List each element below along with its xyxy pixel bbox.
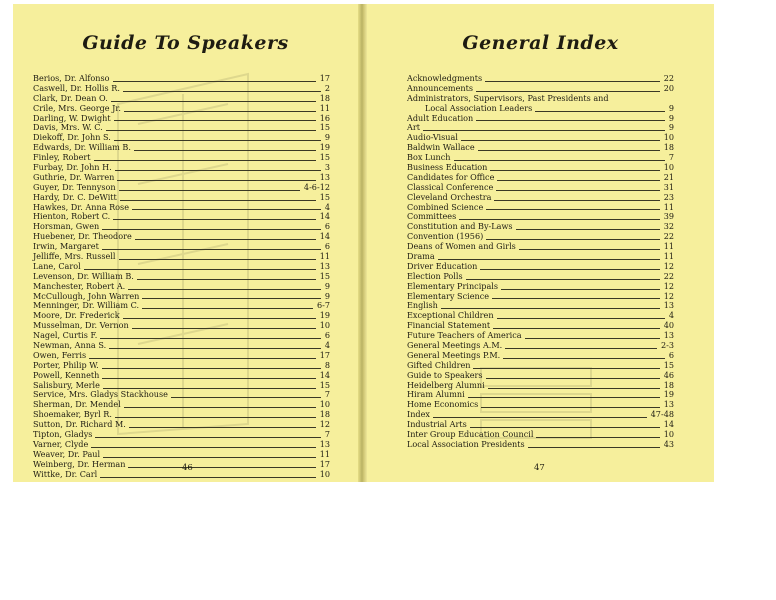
dot-leader	[470, 427, 660, 428]
dot-leader	[486, 209, 659, 210]
entry-page-number: 13	[663, 399, 674, 410]
entry-label: Local Association Leaders	[425, 102, 533, 113]
entry-label: Local Association Presidents	[407, 438, 525, 449]
page-number: 47	[534, 463, 545, 473]
entry-page-number: 14	[319, 231, 330, 242]
entry-page-number: 7	[668, 152, 674, 163]
entry-page-number: 14	[663, 419, 674, 430]
dot-leader	[525, 338, 660, 339]
dot-leader	[106, 130, 316, 131]
dot-leader	[473, 368, 659, 369]
entry-label: Exceptional Children	[407, 310, 494, 321]
entry-page-number: 15	[319, 270, 330, 281]
entry-page-number: 15	[319, 379, 330, 390]
entry-label: Sutton, Dr. Richard M.	[33, 419, 126, 430]
dot-leader	[124, 111, 316, 112]
entry-label: Guide to Speakers	[407, 369, 483, 380]
dot-leader	[135, 239, 316, 240]
entry-page-number: 22	[663, 231, 674, 242]
page-title: Guide To Speakers	[82, 32, 289, 54]
dot-leader	[441, 308, 660, 309]
dot-leader	[137, 279, 316, 280]
index-entry	[407, 440, 674, 450]
dot-leader	[519, 249, 660, 250]
dot-leader	[516, 229, 660, 230]
entry-page-number: 13	[319, 171, 330, 182]
dot-leader	[102, 368, 321, 369]
entry-page-number: 18	[663, 379, 674, 390]
index-entry	[407, 114, 674, 124]
entry-label: Wittke, Dr. Carl	[33, 468, 98, 479]
entry-page-number: 7	[324, 389, 330, 400]
entry-page-number: 11	[319, 102, 330, 113]
entry-label: Berios, Dr. Alfonso	[33, 72, 110, 83]
entry-page-number: 12	[319, 419, 330, 430]
entry-page-number: 14	[319, 369, 330, 380]
entry-label: Drama	[407, 251, 435, 262]
entry-page-number: 2	[324, 82, 330, 93]
entry-label: Deans of Women and Girls	[407, 241, 516, 252]
dot-leader	[102, 229, 321, 230]
entry-page-number: 15	[319, 122, 330, 133]
dot-leader	[480, 269, 659, 270]
entry-page-number: 11	[319, 251, 330, 262]
dot-leader	[109, 348, 321, 349]
entry-label: Huebener, Dr. Theodore	[33, 231, 132, 242]
entry-page-number: 9	[668, 112, 674, 123]
dot-leader	[124, 407, 316, 408]
entry-label: Cleveland Orchestra	[407, 191, 492, 202]
entry-page-number: 4-6-12	[303, 181, 330, 192]
entry-page-number: 10	[319, 468, 330, 479]
entry-page-number: 11	[663, 241, 674, 252]
dot-leader	[113, 219, 315, 220]
dot-leader	[485, 81, 660, 82]
entry-label: Caswell, Dr. Hollis R.	[33, 82, 120, 93]
entry-label: Guthrie, Dr. Warren	[33, 171, 115, 182]
entry-page-number: 14	[319, 211, 330, 222]
dot-leader	[128, 289, 321, 290]
entry-page-number: 6	[324, 221, 330, 232]
entry-label: Clark, Dr. Dean O.	[33, 92, 108, 103]
entry-label: Hienton, Robert C.	[33, 211, 111, 222]
dot-leader	[476, 120, 665, 121]
speaker-list	[33, 74, 330, 480]
dot-leader	[468, 397, 660, 398]
entry-page-number: 3	[324, 162, 330, 172]
entry-page-number: 46	[663, 369, 674, 380]
entry-page-number: 39	[663, 211, 674, 222]
book-spine	[358, 4, 367, 482]
entry-label: Darling, W. Dwight	[33, 112, 111, 123]
entry-page-number: 12	[663, 280, 674, 291]
dot-leader	[528, 447, 660, 448]
dot-leader	[129, 427, 316, 428]
entry-label: Elementary Principals	[407, 280, 499, 291]
entry-label: Business Education	[407, 162, 488, 172]
entry-page-number: 15	[319, 191, 330, 202]
entry-page-number: 10	[319, 399, 330, 410]
dot-leader	[171, 397, 321, 398]
entry-label: Guyer, Dr. Tennyson	[33, 181, 116, 192]
dot-leader	[535, 111, 665, 112]
dot-leader	[478, 150, 660, 151]
entry-page-number: 6	[324, 241, 330, 252]
entry-page-number: 13	[319, 438, 330, 449]
dot-leader	[84, 269, 316, 270]
dot-leader	[423, 130, 665, 131]
dot-leader	[476, 91, 660, 92]
entry-label: Weaver, Dr. Paul	[33, 448, 101, 459]
entry-label: Weinberg, Dr. Herman	[33, 458, 126, 469]
entry-label: Baldwin Wallace	[407, 142, 475, 153]
entry-label: Inter Group Education Council	[407, 429, 534, 440]
page-title: General Index	[462, 32, 619, 54]
entry-label: Announcements	[407, 82, 473, 93]
entry-label: Tipton, Gladys	[33, 429, 93, 440]
entry-label: Diekoff, Dr. John S.	[33, 132, 111, 143]
dot-leader	[493, 328, 660, 329]
entry-page-number: 40	[663, 320, 674, 331]
entry-label: Owen, Ferris	[33, 349, 87, 360]
entry-page-number: 9	[324, 280, 330, 291]
entry-page-number: 13	[319, 260, 330, 271]
entry-page-number: 18	[319, 409, 330, 420]
dot-leader	[132, 328, 316, 329]
entry-page-number: 9	[668, 102, 674, 113]
dot-leader	[100, 338, 320, 339]
dot-leader	[438, 259, 660, 260]
entry-label: Home Economics	[407, 399, 479, 410]
dot-leader	[128, 467, 315, 468]
entry-label: Powell, Kenneth	[33, 369, 100, 380]
dot-leader	[494, 200, 659, 201]
entry-page-number: 15	[663, 359, 674, 370]
entry-label: Edwards, Dr. William B.	[33, 142, 131, 153]
entry-label: Hawkes, Dr. Anna Rose	[33, 201, 129, 212]
entry-label: Sherman, Dr. Mendel	[33, 399, 121, 410]
entry-page-number: 4	[324, 340, 330, 351]
index-entry	[407, 292, 674, 302]
entry-page-number: 19	[319, 142, 330, 153]
entry-label: Index	[407, 409, 430, 420]
dot-leader	[115, 170, 321, 171]
entry-label: Election Polls	[407, 270, 463, 281]
dot-leader	[119, 190, 300, 191]
dot-leader	[466, 279, 660, 280]
entry-page-number: 9	[668, 122, 674, 133]
entry-page-number: 12	[663, 260, 674, 271]
dot-leader	[501, 289, 660, 290]
entry-label: Moore, Dr. Frederick	[33, 310, 120, 321]
entry-label: Irwin, Margaret	[33, 241, 99, 252]
entry-label: Shoemaker, Byrl R.	[33, 409, 112, 420]
entry-label: Levenson, Dr. William B.	[33, 270, 134, 281]
entry-page-number: 17	[319, 458, 330, 469]
dot-leader	[102, 249, 321, 250]
entry-page-number: 15	[319, 152, 330, 163]
entry-label: McCullough, John Warren	[33, 290, 140, 301]
entry-label: Manchester, Robert A.	[33, 280, 126, 291]
entry-label: Finley, Robert	[33, 152, 91, 163]
entry-page-number: 11	[663, 201, 674, 212]
page-number: 46	[182, 463, 193, 473]
entry-page-number: 22	[663, 72, 674, 83]
entry-label: Hardy, Dr. C. DeWitt	[33, 191, 117, 202]
dot-leader	[119, 259, 316, 260]
index-entry	[407, 242, 674, 252]
entry-label: Art	[407, 122, 420, 133]
dot-leader	[94, 160, 316, 161]
dot-leader	[433, 417, 647, 418]
entry-label: Convention (1956)	[407, 231, 484, 242]
dot-leader	[123, 91, 321, 92]
entry-label: Musselman, Dr. Vernon	[33, 320, 129, 331]
entry-label: Administrators, Supervisors, Past Presidents and	[407, 92, 609, 103]
entry-label: Newman, Anna S.	[33, 340, 107, 351]
dot-leader	[459, 219, 659, 220]
dot-leader	[486, 239, 659, 240]
dot-leader	[120, 200, 316, 201]
entry-label: Furbay, Dr. John H.	[33, 162, 112, 172]
dot-leader	[134, 150, 316, 151]
dot-leader	[113, 81, 316, 82]
entry-page-number: 4	[668, 310, 674, 321]
dot-leader	[142, 308, 313, 309]
entry-page-number: 9	[324, 132, 330, 143]
entry-page-number: 19	[319, 310, 330, 321]
entry-page-number: 23	[663, 191, 674, 202]
dot-leader	[111, 101, 316, 102]
dot-leader	[91, 447, 315, 448]
entry-page-number: 7	[324, 429, 330, 440]
entry-label: Adult Education	[407, 112, 474, 123]
entry-label: Jelliffe, Mrs. Russell	[33, 251, 116, 262]
entry-page-number: 22	[663, 270, 674, 281]
dot-leader	[103, 388, 316, 389]
entry-page-number: 17	[319, 72, 330, 83]
entry-label: Porter, Philip W.	[33, 359, 99, 370]
dot-leader	[497, 180, 659, 181]
entry-label: Classical Conference	[407, 181, 494, 192]
dot-leader	[142, 298, 321, 299]
entry-label: General Meetings P.M.	[407, 349, 501, 360]
entry-label: Audio-Visual	[407, 132, 458, 143]
entry-page-number: 10	[663, 429, 674, 440]
entry-label: Financial Statement	[407, 320, 491, 331]
entry-label: Hiram Alumni	[407, 389, 465, 400]
dot-leader	[89, 358, 316, 359]
entry-page-number: 47-48	[650, 409, 674, 420]
entry-label: Nagel, Curtis F.	[33, 330, 98, 341]
dot-leader	[461, 140, 660, 141]
dot-leader	[100, 477, 315, 478]
dot-leader	[114, 140, 321, 141]
dot-leader	[117, 180, 315, 181]
entry-page-number: 12	[663, 290, 674, 301]
entry-label: Committees	[407, 211, 457, 222]
entry-page-number: 43	[663, 438, 674, 449]
dot-leader	[497, 318, 665, 319]
entry-page-number: 16	[319, 112, 330, 123]
entry-page-number: 4	[324, 201, 330, 212]
dot-leader	[95, 437, 320, 438]
entry-page-number: 18	[319, 92, 330, 103]
dot-leader	[103, 457, 316, 458]
entry-label: Service, Mrs. Gladys Stackhouse	[33, 389, 168, 400]
entry-page-number: 11	[663, 251, 674, 262]
dot-leader	[490, 170, 659, 171]
dot-leader	[486, 378, 660, 379]
left-page	[13, 4, 358, 482]
entry-page-number: 9	[324, 290, 330, 301]
entry-label: Box Lunch	[407, 152, 451, 163]
entry-label: Horsman, Gwen	[33, 221, 100, 232]
index-list	[407, 74, 674, 450]
entry-label: Constitution and By-Laws	[407, 221, 513, 232]
entry-page-number: 32	[663, 221, 674, 232]
entry-label: Lane, Carol	[33, 260, 81, 271]
entry-label: General Meetings A.M.	[407, 340, 503, 351]
entry-label: Heidelberg Alumni	[407, 379, 485, 390]
entry-page-number: 13	[663, 330, 674, 341]
entry-page-number: 11	[319, 448, 330, 459]
entry-page-number: 18	[663, 142, 674, 153]
dot-leader	[454, 160, 665, 161]
dot-leader	[481, 407, 659, 408]
entry-label: Menninger, Dr. William C.	[33, 300, 140, 311]
entry-page-number: 2-3	[660, 340, 674, 351]
entry-label: Elementary Science	[407, 290, 490, 301]
entry-label: Driver Education	[407, 260, 478, 271]
entry-label: Gifted Children	[407, 359, 471, 370]
entry-page-number: 19	[663, 389, 674, 400]
entry-page-number: 31	[663, 181, 674, 192]
dot-leader	[505, 348, 657, 349]
entry-label: Salisbury, Merle	[33, 379, 100, 390]
dot-leader	[488, 388, 660, 389]
entry-page-number: 20	[663, 82, 674, 93]
entry-page-number: 13	[663, 300, 674, 311]
entry-page-number: 17	[319, 349, 330, 360]
entry-page-number: 8	[324, 359, 330, 370]
entry-page-number: 10	[663, 132, 674, 143]
entry-page-number: 21	[663, 171, 674, 182]
entry-page-number: 10	[319, 320, 330, 331]
right-page	[367, 4, 714, 482]
dot-leader	[536, 437, 659, 438]
dot-leader	[492, 298, 660, 299]
entry-label: Industrial Arts	[407, 419, 467, 430]
entry-page-number: 6	[324, 330, 330, 341]
entry-label: Crile, Mrs. George Jr.	[33, 102, 121, 113]
dot-leader	[102, 378, 315, 379]
dot-leader	[496, 190, 659, 191]
entry-label: Acknowledgments	[407, 72, 483, 83]
entry-label: Combined Science	[407, 201, 484, 212]
dot-leader	[115, 417, 316, 418]
dot-leader	[503, 358, 665, 359]
entry-page-number: 6	[668, 349, 674, 360]
entry-label: Varner, Clyde	[33, 438, 89, 449]
dot-leader	[114, 120, 316, 121]
entry-label: Future Teachers of America	[407, 330, 522, 341]
dot-leader	[132, 209, 321, 210]
entry-label: Candidates for Office	[407, 171, 495, 182]
dot-leader	[123, 318, 316, 319]
entry-label: English	[407, 300, 438, 311]
entry-page-number: 10	[663, 162, 674, 172]
entry-page-number: 6-7	[316, 300, 330, 311]
entry-label: Davis, Mrs. W. C.	[33, 122, 103, 133]
index-entry	[407, 400, 674, 410]
